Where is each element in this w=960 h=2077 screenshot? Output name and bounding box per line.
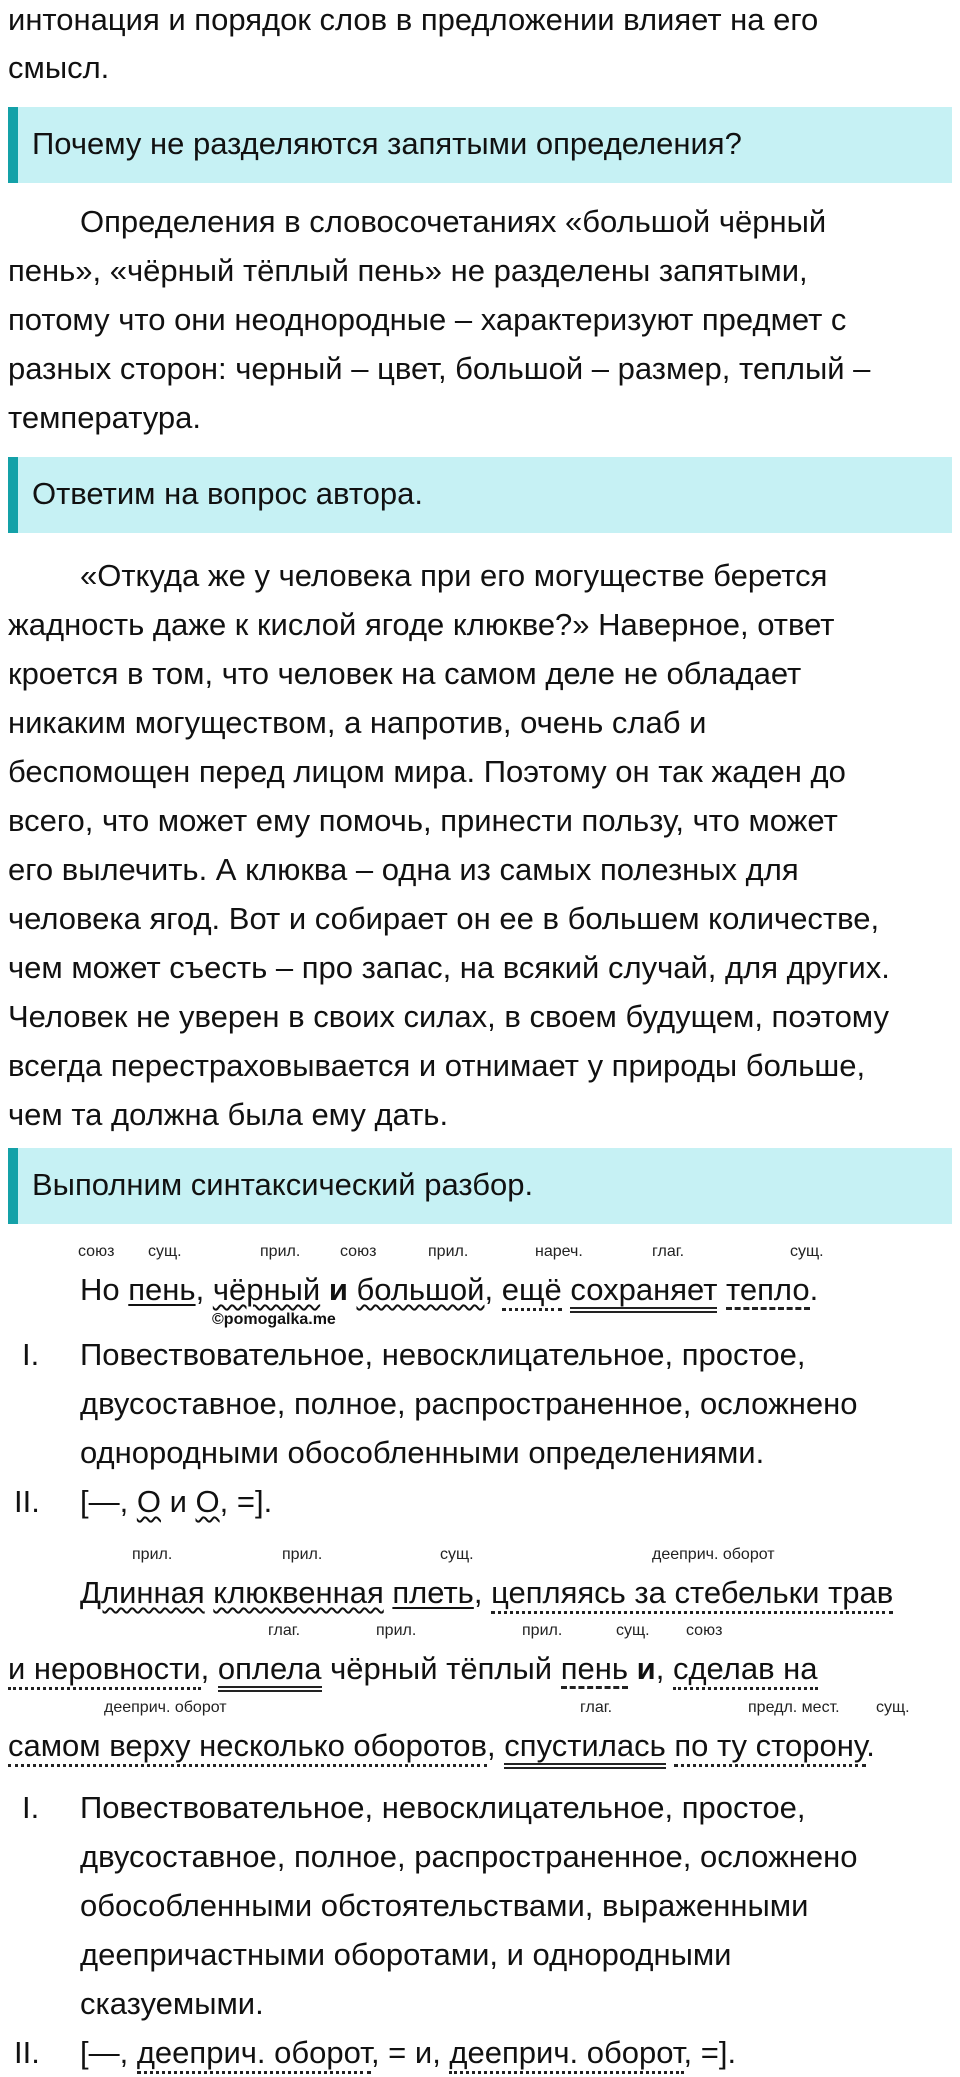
- punct: ,: [473, 1575, 483, 1610]
- scheme-definition: О: [195, 1484, 220, 1519]
- characteristic-line: сказуемыми.: [80, 1986, 264, 2021]
- sentence-2-line-2: [8, 1645, 818, 1693]
- pos-label: глаг.: [652, 1243, 685, 1260]
- word-adverbial: ещё: [502, 1272, 562, 1311]
- pos-label: союз: [686, 1622, 723, 1639]
- scheme-part: , = и,: [370, 2035, 450, 2070]
- punct: .: [866, 1728, 875, 1763]
- para2-line: его вылечить. А клюква – одна из самых полезных для: [8, 852, 799, 887]
- word-subject: пень: [128, 1272, 196, 1307]
- pos-label: прил.: [428, 1243, 469, 1260]
- punct: ,: [200, 1651, 210, 1686]
- section-heading-definitions: [8, 107, 952, 183]
- para1-line: температура.: [8, 400, 202, 435]
- pos-label: дееприч. оборот: [652, 1546, 775, 1563]
- list-numeral: II.: [14, 1484, 40, 1519]
- phrase-adverbial: сделав на: [673, 1651, 818, 1690]
- pos-label: сущ.: [440, 1546, 474, 1563]
- scheme-part: , =].: [219, 1484, 273, 1519]
- para2-line: всегда перестраховывается и отнимает у природы больше,: [8, 1048, 866, 1083]
- scheme-part: [—,: [80, 2035, 137, 2070]
- pos-label: глаг.: [580, 1699, 613, 1716]
- phrase-adverbial: цепляясь за стебельки трав: [491, 1575, 893, 1614]
- sentence-2-line-3: [8, 1722, 875, 1770]
- characteristic-line: деепричастными оборотами, и однородными: [80, 1937, 732, 1972]
- pos-label: дееприч. оборот: [104, 1699, 227, 1716]
- pos-label: глаг.: [268, 1622, 301, 1639]
- para2-line: чем та должна была ему дать.: [8, 1097, 449, 1132]
- word-subject: плеть: [392, 1575, 474, 1610]
- word-predicate: сохраняет: [570, 1272, 717, 1313]
- para1-line: потому что они неоднородные – характеризуют предмет с: [8, 302, 847, 337]
- pos-label: прил.: [132, 1546, 173, 1563]
- pos-label: сущ.: [616, 1622, 650, 1639]
- scheme-definition: О: [136, 1484, 161, 1519]
- list-numeral: I.: [22, 1790, 40, 1825]
- para2-line: Человек не уверен в своих силах, в своем будущем, поэтому: [8, 999, 889, 1034]
- section-heading-text: Выполним синтаксический разбор.: [32, 1167, 534, 1202]
- sentence-1: [80, 1266, 818, 1314]
- para2-line: человека ягод. Вот и собирает он ее в большем количестве,: [8, 901, 880, 936]
- pos-label: нареч.: [535, 1243, 583, 1260]
- para2-line: «Откуда же у человека при его могуществе берется: [80, 558, 828, 593]
- characteristic-line: обособленными обстоятельствами, выраженными: [80, 1888, 809, 1923]
- word-adjective: чёрный: [330, 1651, 438, 1686]
- list-numeral: I.: [22, 1337, 40, 1372]
- pos-label: союз: [340, 1243, 377, 1260]
- intro-line-2: смысл.: [8, 50, 110, 85]
- punct: .: [809, 1272, 819, 1307]
- para2-line: чем может съесть – про запас, на всякий случай, для других.: [8, 950, 890, 985]
- pos-label: прил.: [260, 1243, 301, 1260]
- word-conjunction-bold: и: [636, 1651, 656, 1686]
- word-predicate: оплела: [218, 1651, 322, 1692]
- pos-label: сущ.: [148, 1243, 182, 1260]
- punct: ,: [484, 1272, 494, 1307]
- punct: ,: [487, 1728, 496, 1763]
- section-heading-author-question: [8, 457, 952, 533]
- list-numeral: II.: [14, 2035, 40, 2070]
- sentence-scheme: [80, 1478, 272, 1526]
- pos-label: предл. мест.: [748, 1699, 840, 1716]
- characteristic-line: двусоставное, полное, распространенное, осложнено: [80, 1386, 858, 1421]
- phrase-adverbial: и неровности: [8, 1651, 201, 1690]
- pos-label: прил.: [376, 1622, 417, 1639]
- para2-line: всего, что может ему помочь, принести пользу, что может: [8, 803, 838, 838]
- pos-label: прил.: [282, 1546, 323, 1563]
- characteristic-line: однородными обособленными определениями.: [80, 1435, 765, 1470]
- word-definition: чёрный: [212, 1272, 321, 1307]
- word-object: пень: [561, 1651, 628, 1689]
- word-definition: Длинная: [80, 1575, 205, 1610]
- characteristic-line: Повествовательное, невосклицательное, простое,: [80, 1790, 806, 1825]
- pos-label: прил.: [522, 1622, 563, 1639]
- phrase-adverbial: по ту сторону: [674, 1728, 866, 1767]
- word-predicate: спустилась: [504, 1728, 665, 1769]
- characteristic-line: двусоставное, полное, распространенное, осложнено: [80, 1839, 858, 1874]
- scheme-adverbial: дееприч. оборот: [449, 2035, 683, 2074]
- word-adjective: тёплый: [446, 1651, 553, 1686]
- section-heading-syntax-analysis: [8, 1148, 952, 1224]
- scheme-part: [—,: [80, 1484, 137, 1519]
- scheme-part: и: [160, 1484, 196, 1519]
- scheme-part: , =].: [683, 2035, 737, 2070]
- punct: ,: [195, 1272, 205, 1307]
- punct: ,: [655, 1651, 665, 1686]
- sentence-2-line-1: [80, 1569, 893, 1617]
- scheme-adverbial: дееприч. оборот: [137, 2035, 371, 2074]
- intro-line-1: интонация и порядок слов в предложении влияет на его: [8, 2, 819, 37]
- watermark: ©pomogalka.me: [212, 1311, 336, 1328]
- sentence-scheme: [80, 2029, 736, 2077]
- word-conjunction-bold: и: [328, 1272, 348, 1307]
- para1-line: пень», «чёрный тёплый пень» не разделены запятыми,: [8, 253, 808, 288]
- word-conjunction: Но: [80, 1272, 120, 1307]
- word-definition: большой: [356, 1272, 485, 1307]
- para1-line: разных сторон: черный – цвет, большой – размер, теплый –: [8, 351, 871, 386]
- section-heading-text: Ответим на вопрос автора.: [32, 476, 424, 511]
- phrase-adverbial: самом верху несколько оборотов: [8, 1728, 487, 1767]
- pos-label: союз: [78, 1243, 115, 1260]
- para2-line: кроется в том, что человек на самом деле не обладает: [8, 656, 802, 691]
- para2-line: жадность даже к кислой ягоде клюкве?» Наверное, ответ: [8, 607, 835, 642]
- pos-label: сущ.: [876, 1699, 910, 1716]
- para2-line: никаким могуществом, а напротив, очень слаб и: [8, 705, 707, 740]
- word-object: тепло: [726, 1272, 810, 1310]
- word-definition: клюквенная: [213, 1575, 384, 1610]
- characteristic-line: Повествовательное, невосклицательное, простое,: [80, 1337, 806, 1372]
- pos-label: сущ.: [790, 1243, 824, 1260]
- section-heading-text: Почему не разделяются запятыми определения?: [32, 126, 742, 161]
- para1-line: Определения в словосочетаниях «большой чёрный: [80, 204, 827, 239]
- para2-line: беспомощен перед лицом мира. Поэтому он так жаден до: [8, 754, 846, 789]
